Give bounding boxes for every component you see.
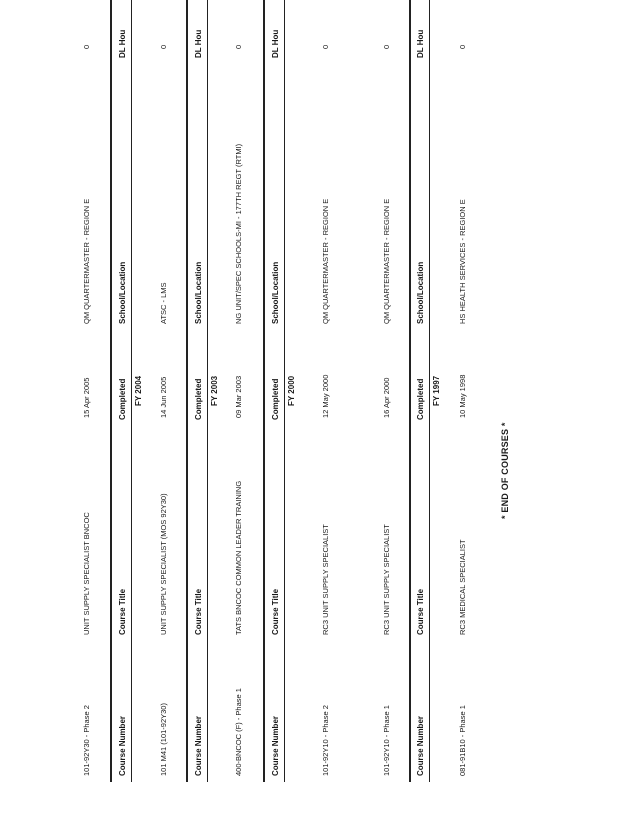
fiscal-year-label: FY 2000	[287, 375, 296, 406]
row-dl-hours: 0	[382, 44, 391, 49]
header-course-title: Course Title	[271, 588, 280, 635]
row-completed: 14 Jun 2005	[159, 376, 168, 418]
header-course-title: Course Title	[118, 588, 127, 635]
header-rule-top	[186, 0, 188, 782]
row-completed: 10 May 1998	[458, 374, 467, 418]
row-course-number: 081-91B10 - Phase 1	[458, 705, 467, 776]
header-rule-top	[409, 0, 411, 782]
fiscal-year-label: FY 2003	[210, 375, 219, 406]
row-school-location: NG UNIT/SPEC SCHOOLS-MI - 177TH REGT (RTMI)	[234, 143, 243, 324]
header-completed: Completed	[416, 378, 425, 420]
row-course-number: 101 M41 (101-92Y30)	[159, 703, 168, 776]
row-school-location: QM QUARTERMASTER - REGION E	[382, 198, 391, 324]
row-dl-hours: 0	[321, 44, 330, 49]
row-completed: 16 Apr 2000	[382, 377, 391, 418]
header-rule-bottom	[284, 0, 285, 782]
header-completed: Completed	[194, 378, 203, 420]
header-school-location: School/Location	[416, 261, 425, 324]
row-completed: 15 Apr 2005	[82, 377, 91, 418]
row-school-location: ATSC - LMS	[159, 282, 168, 324]
row-course-title: UNIT SUPPLY SPECIALIST BNCOC	[82, 512, 91, 635]
end-of-courses-marker: * END OF COURSES *	[500, 422, 510, 519]
row-dl-hours: 0	[458, 44, 467, 49]
header-completed: Completed	[271, 378, 280, 420]
row-completed: 09 Mar 2003	[234, 375, 243, 418]
row-course-number: 101-92Y10 - Phase 1	[382, 705, 391, 776]
header-rule-bottom	[207, 0, 208, 782]
row-school-location: QM QUARTERMASTER - REGION E	[82, 198, 91, 324]
header-completed: Completed	[118, 378, 127, 420]
header-rule-top	[110, 0, 112, 782]
header-course-number: Course Number	[416, 715, 425, 776]
header-rule-bottom	[131, 0, 132, 782]
header-dl-hours: DL Hou	[271, 29, 280, 58]
header-school-location: School/Location	[118, 261, 127, 324]
row-course-title: RC3 MEDICAL SPECIALIST	[458, 539, 467, 635]
row-course-title: TATS BNCOC COMMON LEADER TRAINING	[234, 480, 243, 635]
row-course-title: RC3 UNIT SUPPLY SPECIALIST	[382, 524, 391, 635]
row-school-location: QM QUARTERMASTER - REGION E	[321, 198, 330, 324]
row-course-number: 101-92Y10 - Phase 2	[321, 705, 330, 776]
header-school-location: School/Location	[194, 261, 203, 324]
header-dl-hours: DL Hou	[416, 29, 425, 58]
fiscal-year-label: FY 1997	[432, 375, 441, 406]
header-course-number: Course Number	[194, 715, 203, 776]
header-course-title: Course Title	[416, 588, 425, 635]
header-school-location: School/Location	[271, 261, 280, 324]
header-course-number: Course Number	[271, 715, 280, 776]
row-course-number: 101-92Y30 - Phase 2	[82, 705, 91, 776]
header-course-number: Course Number	[118, 715, 127, 776]
row-completed: 12 May 2000	[321, 374, 330, 418]
row-course-title: RC3 UNIT SUPPLY SPECIALIST	[321, 524, 330, 635]
header-course-title: Course Title	[194, 588, 203, 635]
header-dl-hours: DL Hou	[194, 29, 203, 58]
header-dl-hours: DL Hou	[118, 29, 127, 58]
row-course-number: 400-BNCOC (F) - Phase 1	[234, 688, 243, 776]
header-rule-top	[263, 0, 265, 782]
row-school-location: HS HEALTH SERVICES - REGION E	[458, 199, 467, 324]
row-course-title: UNIT SUPPLY SPECIALIST (MOS 92Y30)	[159, 493, 168, 635]
header-rule-bottom	[429, 0, 430, 782]
row-dl-hours: 0	[82, 44, 91, 49]
fiscal-year-label: FY 2004	[134, 375, 143, 406]
row-dl-hours: 0	[159, 44, 168, 49]
row-dl-hours: 0	[234, 44, 243, 49]
